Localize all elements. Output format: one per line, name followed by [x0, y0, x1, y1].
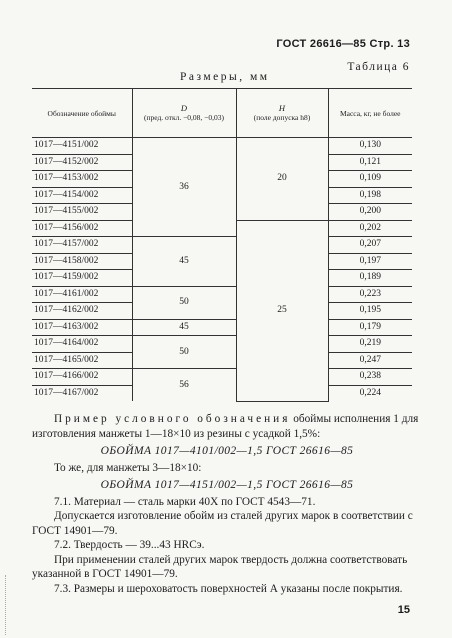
table-row: 1017—4166/002 56 0,238: [32, 369, 412, 386]
formula-1: ОБОЙМА 1017—4101/002—1,5 ГОСТ 26616—85: [100, 445, 354, 457]
h-cell: 20: [236, 138, 328, 221]
table-row: 1017—4163/002 45 0,179: [32, 319, 412, 336]
d-cell: 50: [132, 286, 236, 319]
table-row: 1017—4154/002 0,198: [32, 187, 412, 204]
header-d: D (пред. откл. −0,08, −0,03): [132, 89, 236, 138]
clause-7-1-note: Допускается изготовление обойм из сталей других марок в соответствии с ГОСТ 14901—79.: [32, 510, 413, 537]
d-cell: 56: [132, 369, 236, 402]
margin-mark: [5, 575, 14, 635]
header-mass: Масса, кг, не более: [328, 89, 412, 138]
sizes-label: Размеры, мм: [180, 71, 270, 83]
table-row: 1017—4159/002 0,189: [32, 270, 412, 287]
page-header: ГОСТ 26616—85 Стр. 13: [276, 38, 410, 50]
table-row: 1017—4162/002 0,195: [32, 303, 412, 320]
header-designation: Обозначение обоймы: [32, 89, 132, 138]
table-row: 1017—4153/002 0,109: [32, 171, 412, 188]
clause-7-2: 7.2. Твердость — 39...43 HRCэ.: [54, 539, 205, 551]
table-row: 1017—4151/002 36 20 0,130: [32, 138, 412, 155]
table-row: 1017—4155/002 0,200: [32, 204, 412, 221]
clause-7-3: 7.3. Размеры и шероховатость поверхностей А указаны после покрытия.: [54, 582, 403, 595]
dimensions-table: [32, 88, 412, 402]
page-number: 15: [397, 604, 410, 616]
d-cell: 36: [132, 138, 236, 237]
header-h: H (поле допуска h8): [236, 89, 328, 138]
table-row: 1017—4158/002 0,197: [32, 253, 412, 270]
d-cell: 45: [132, 319, 236, 336]
clause-7-2-note: При применении сталей других марок твердость должна соответствовать указанной в ГОСТ 14901—79.: [32, 553, 408, 580]
table-row: 1017—4164/002 50 0,219: [32, 336, 412, 353]
table-number: Таблица 6: [347, 61, 410, 73]
table-row: 1017—4152/002 0,121: [32, 154, 412, 171]
table-row: 1017—4167/002 0,224: [32, 385, 412, 401]
h-cell: 25: [236, 220, 328, 401]
d-cell: 45: [132, 237, 236, 287]
example-paragraph: Пример условного обозначения обоймы исполнения 1 для изготовления манжеты 1—18×10 из резины с усадкой 1,5%:: [32, 413, 419, 440]
d-cell: 50: [132, 336, 236, 369]
body-text: [32, 412, 422, 596]
clause-7-1: 7.1. Материал — сталь марки 40Х по ГОСТ 4543—71.: [54, 495, 316, 508]
formula-2: ОБОЙМА 1017—4151/002—1,5 ГОСТ 26616—85: [100, 479, 354, 491]
table-row: 1017—4161/002 50 0,223: [32, 286, 412, 303]
table-row: 1017—4157/002 45 0,207: [32, 237, 412, 254]
same-for-line: То же, для манжеты 3—18×10:: [54, 461, 202, 474]
table-row: 1017—4165/002 0,247: [32, 352, 412, 369]
table-row: 1017—4156/002 25 0,202: [32, 220, 412, 237]
